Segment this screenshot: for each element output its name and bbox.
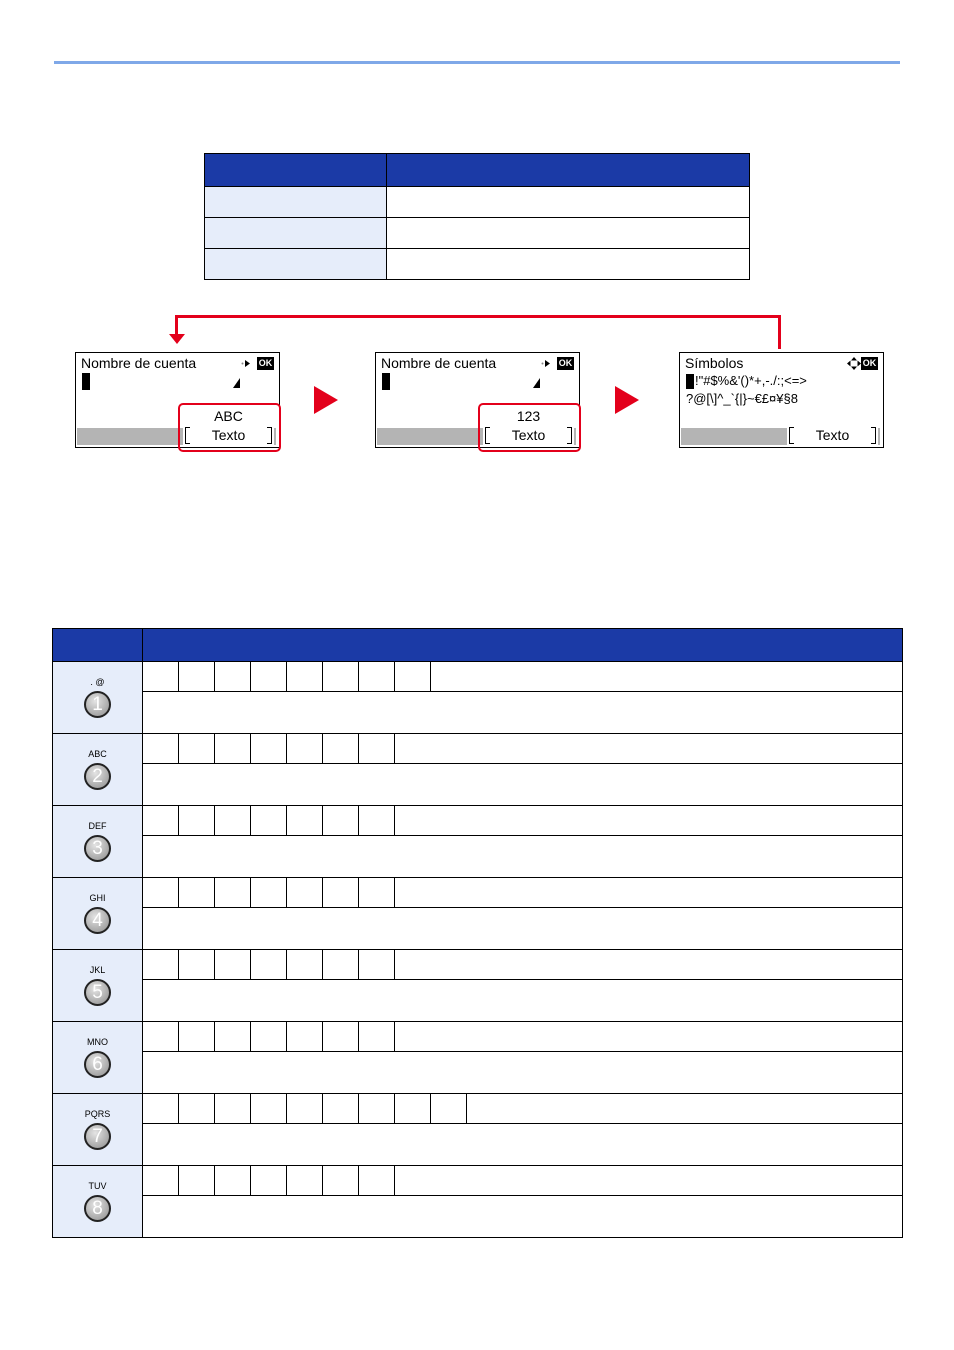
key-cell	[53, 806, 143, 878]
softkey-label: Texto	[815, 427, 850, 443]
table-row	[205, 187, 750, 218]
nav-arrow-icon	[241, 357, 253, 370]
next-arrow-icon	[615, 386, 639, 414]
key-cell	[53, 1022, 143, 1094]
table-row	[53, 908, 903, 950]
text-cursor	[82, 373, 90, 390]
screen-title: Nombre de cuenta	[81, 355, 197, 371]
table-row	[53, 1196, 903, 1238]
key-cell	[53, 662, 143, 734]
table-row	[53, 806, 903, 836]
softkey-label: Texto	[211, 427, 246, 443]
ok-icon: OK	[258, 358, 273, 368]
key-cell	[53, 1094, 143, 1166]
symbols-line-1: !"#$%&'()*+,-./:;<=>	[695, 373, 807, 388]
down-arrow-icon	[169, 334, 185, 344]
table-row	[53, 692, 903, 734]
table-row	[53, 1022, 903, 1052]
table-row	[53, 662, 903, 692]
table-row	[205, 249, 750, 280]
table-row	[53, 764, 903, 806]
table-row	[53, 980, 903, 1022]
key-cell	[53, 734, 143, 806]
table-row	[53, 1166, 903, 1196]
lcd-screen-symbols	[679, 352, 884, 448]
text-cursor	[686, 374, 694, 389]
key-8-icon: TUV 8	[84, 1181, 111, 1222]
key-7-icon: PQRS 7	[84, 1109, 111, 1150]
softkey-label: Texto	[511, 427, 546, 443]
symbols-line-2: ?@[\]^_`{|}~€£¤¥§8	[686, 391, 798, 406]
ok-icon: OK	[558, 358, 573, 368]
key-cell	[53, 878, 143, 950]
table-row	[205, 218, 750, 249]
table-row	[53, 1094, 903, 1124]
signal-icon	[533, 378, 540, 388]
key-5-icon: JKL 5	[84, 965, 111, 1006]
key-cell	[53, 950, 143, 1022]
key-cell	[53, 1166, 143, 1238]
key-1-icon: . @ 1	[84, 677, 111, 718]
key-table	[52, 628, 903, 1238]
screen-title: Nombre de cuenta	[381, 355, 497, 371]
table-row	[53, 1124, 903, 1166]
highlight-box	[478, 403, 581, 452]
key-table-header	[53, 629, 903, 662]
flow-loop-line	[175, 315, 781, 318]
mode-table	[204, 153, 750, 280]
next-arrow-icon	[314, 386, 338, 414]
table-row	[53, 878, 903, 908]
table-row	[53, 950, 903, 980]
table-row	[53, 734, 903, 764]
text-cursor	[382, 373, 390, 390]
key-3-icon: DEF 3	[84, 821, 111, 862]
table-row	[53, 836, 903, 878]
table-row	[53, 1052, 903, 1094]
screen-title: Símbolos	[685, 355, 744, 371]
nav-arrow-icon	[541, 357, 553, 370]
header-rule	[54, 61, 900, 64]
key-2-icon: ABC 2	[84, 749, 111, 790]
input-mode-label: ABC	[214, 408, 243, 424]
mode-table-header	[205, 154, 750, 187]
flow-loop-line	[778, 315, 781, 349]
highlight-box	[178, 403, 281, 452]
signal-icon	[233, 378, 240, 388]
key-6-icon: MNO 6	[84, 1037, 111, 1078]
four-way-arrow-icon	[847, 357, 859, 370]
input-mode-label: 123	[516, 408, 541, 424]
key-4-icon: GHI 4	[84, 893, 111, 934]
ok-icon: OK	[862, 358, 877, 368]
